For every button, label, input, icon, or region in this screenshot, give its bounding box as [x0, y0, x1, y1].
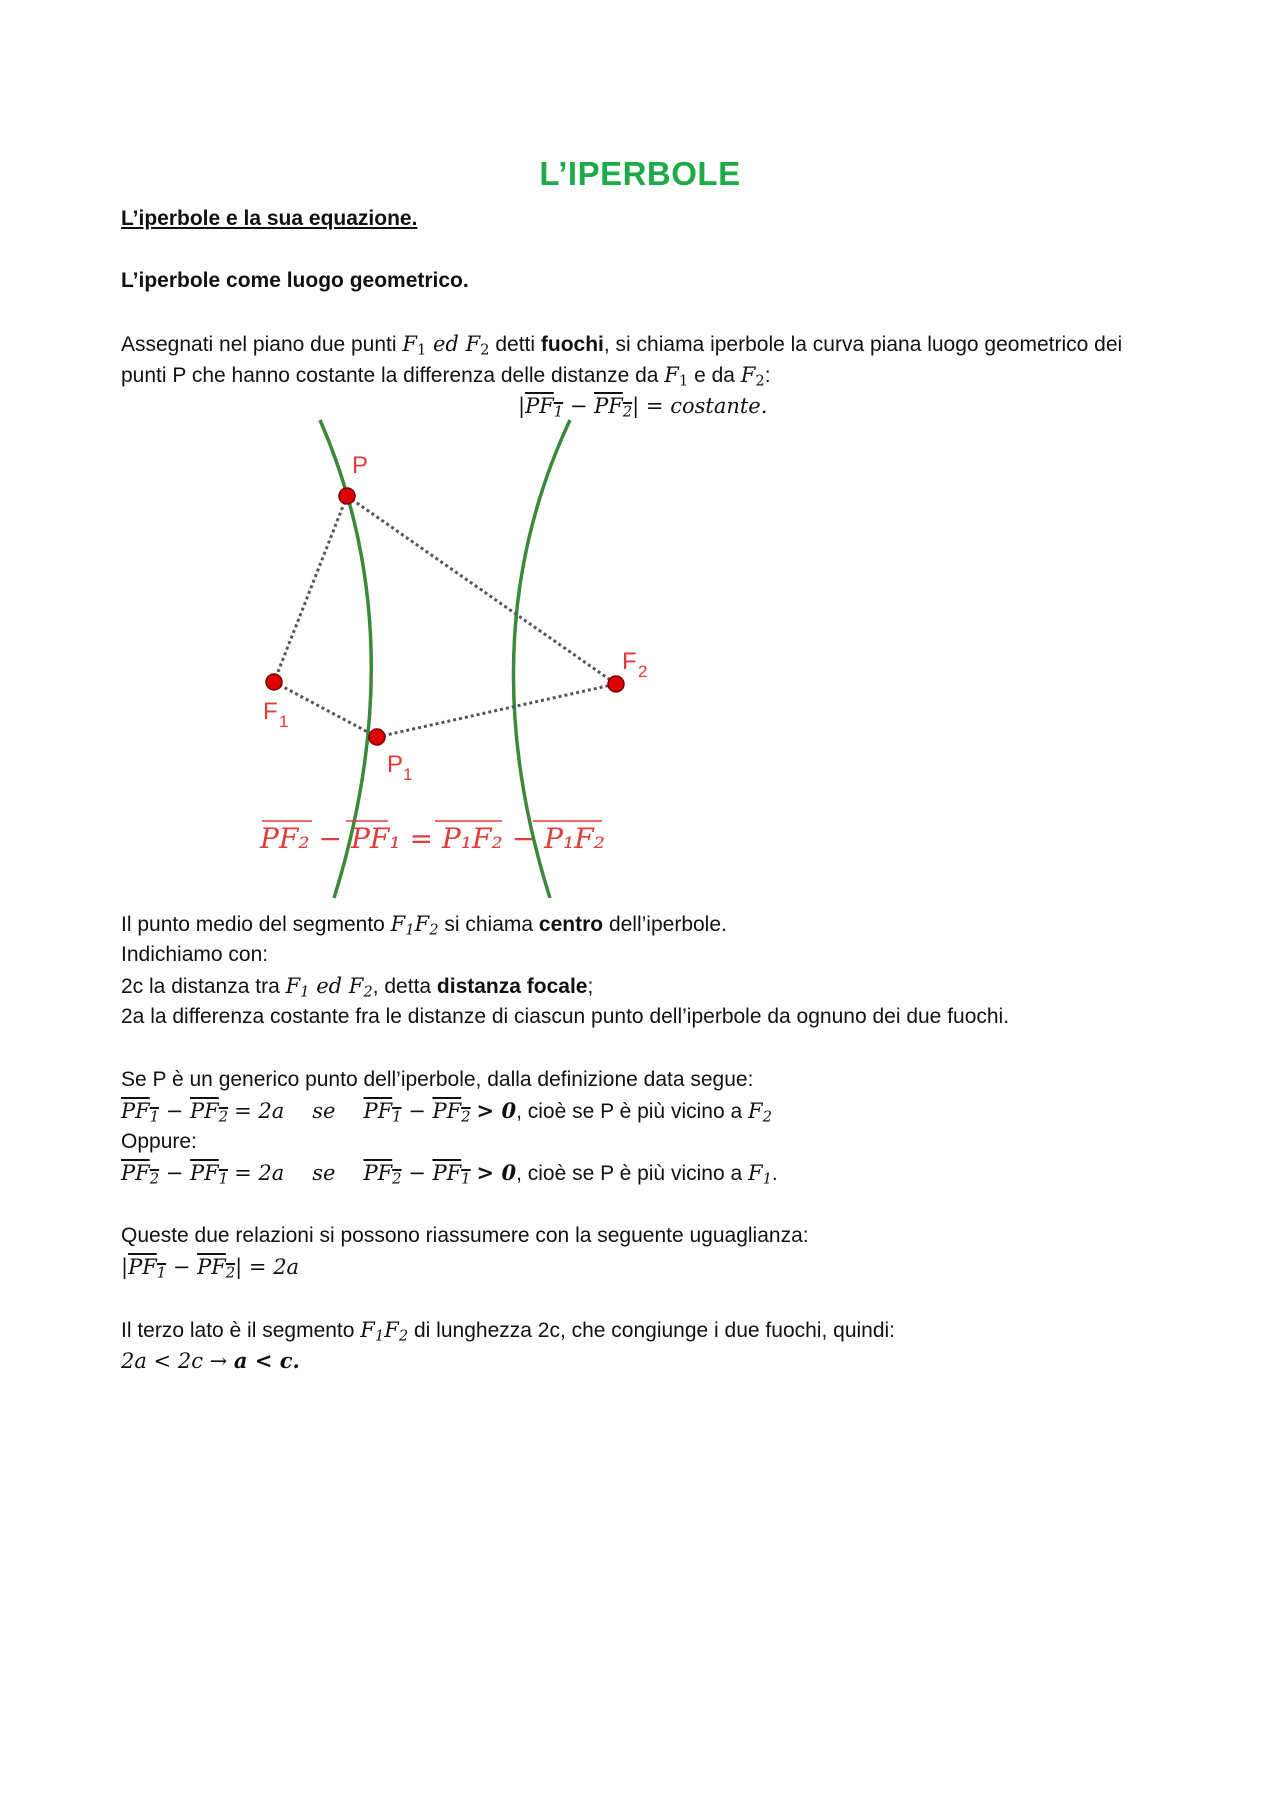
point-p	[339, 488, 355, 504]
generico-line: Se P è un generico punto dell’iperbole, dalla definizione data segue:	[121, 1068, 754, 1091]
point-f2	[608, 676, 624, 692]
intro-line-1: Assegnati nel piano due punti $F_1$ ed $F_2$ detti fuochi, si chiama iperbole la curva piana luogo geometrico dei	[121, 332, 1123, 359]
label-f2: F	[622, 648, 637, 675]
label-p1: P	[387, 751, 404, 778]
formula-costante: $|PF_1 - PF_2|$ = costante.	[518, 394, 768, 421]
hyperbola-figure	[250, 418, 650, 908]
label-p1-sub: 1	[403, 765, 413, 784]
section-heading: L’iperbole e la sua equazione.	[121, 207, 418, 230]
indichiamo-line: Indichiamo con:	[121, 943, 269, 966]
oppure-line: Oppure:	[121, 1130, 197, 1153]
intro-line-2: punti P che hanno costante la differenza delle distanze da $F_1$ e da $F_2$:	[121, 363, 771, 390]
label-f1: F	[263, 698, 278, 725]
riassumere-line: Queste due relazioni si possono riassumere con la seguente uguaglianza:	[121, 1224, 809, 1247]
terzo-line: Il terzo lato è il segmento $F_1F_2$ di lunghezza 2c, che congiunge i due fuochi, quindi:	[121, 1318, 896, 1345]
segment-p1-f2	[377, 684, 616, 737]
centro-line: Il punto medio del segmento $F_1F_2$ si chiama centro dell’iperbole.	[121, 912, 727, 939]
page-title: L’IPERBOLE	[539, 155, 741, 192]
segment-p-f2	[347, 496, 616, 684]
label-p: P	[352, 452, 369, 479]
abs-equation: $|PF_1 - PF_2| = 2a$	[121, 1255, 300, 1282]
final-inequality: 2a < 2c → a < c.	[121, 1348, 300, 1373]
relation-2: $PF_2 - PF_1 = 2a$ se $PF_2 - PF_1 > 0$, cioè se P è più vicino a $F_1$.	[121, 1160, 778, 1188]
label-f2-sub: 2	[638, 662, 648, 681]
differenza-line: 2a la differenza costante fra le distanze di ciascun punto dell’iperbole da ognuno dei due fuochi.	[121, 1005, 1010, 1028]
relation-1: $PF_1 - PF_2 = 2a$ se $PF_1 - PF_2 > 0$, cioè se P è più vicino a $F_2$	[121, 1098, 772, 1126]
subheading: L’iperbole come luogo geometrico.	[121, 269, 469, 292]
label-f1-sub: 1	[279, 712, 289, 731]
figure-formula: PF₂ − PF₁ = P₁F₂ − P₁F₂	[258, 822, 605, 855]
distanza-line: 2c la distanza tra $F_1$ ed $F_2$, detta distanza focale;	[121, 974, 594, 1001]
segment-p-f1	[274, 496, 347, 682]
point-p1	[369, 729, 385, 745]
segment-f1-p1	[274, 682, 377, 737]
point-f1	[266, 674, 282, 690]
